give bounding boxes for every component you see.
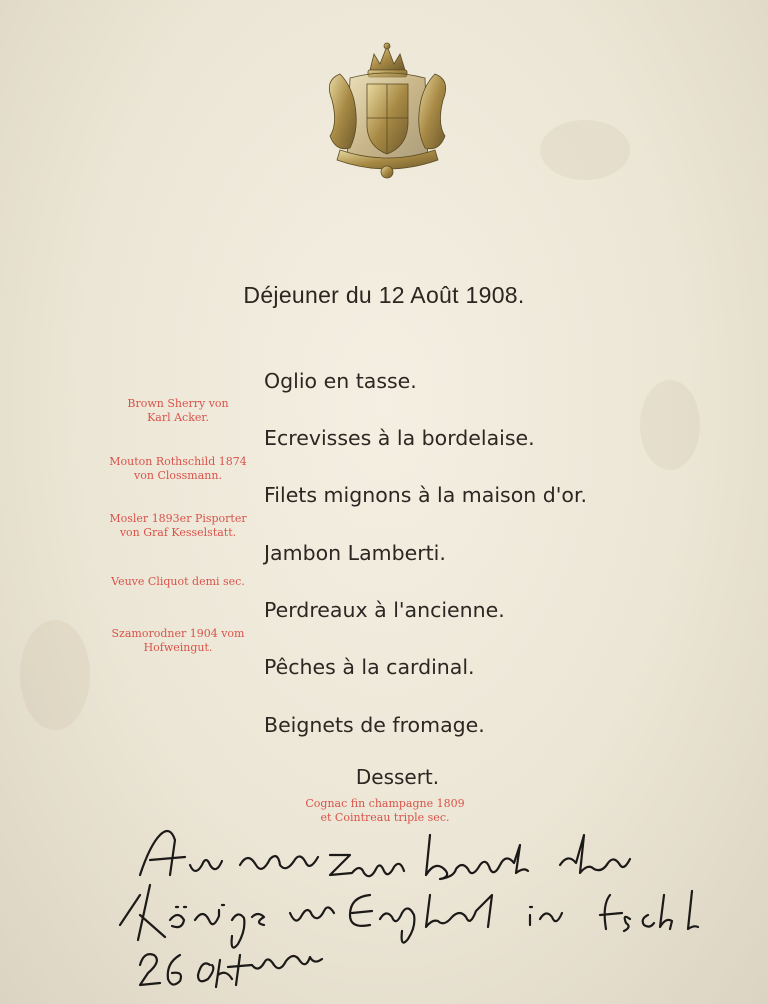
wine-pairing bbox=[68, 627, 288, 655]
wine-line: Brown Sherry von bbox=[127, 397, 229, 410]
course-item: Pêches à la cardinal. bbox=[264, 655, 475, 679]
course-item: Filets mignons à la maison d'or. bbox=[264, 483, 588, 507]
wine-line: Mouton Rothschild 1874 bbox=[109, 455, 247, 468]
menu-title: Déjeuner du 12 Août 1908. bbox=[243, 282, 525, 308]
paper-stain bbox=[640, 380, 700, 470]
wine-line: Karl Acker. bbox=[147, 411, 209, 424]
course-item: Jambon Lamberti. bbox=[264, 541, 446, 565]
course-item: Beignets de fromage. bbox=[264, 713, 485, 737]
wine-pairing bbox=[68, 575, 288, 589]
wine-line: von Graf Kesselstatt. bbox=[119, 526, 237, 539]
wine-line: von Clossmann. bbox=[134, 469, 222, 482]
course-item: Oglio en tasse. bbox=[264, 369, 417, 393]
course-item: Perdreaux à l'ancienne. bbox=[264, 598, 505, 622]
wine-pairing bbox=[68, 455, 288, 483]
wine-line: Mosler 1893er Pisporter bbox=[109, 512, 247, 525]
wine-pairing bbox=[68, 512, 288, 540]
wine-line: Szamorodner 1904 vom bbox=[111, 627, 245, 640]
wine-line: Hofweingut. bbox=[143, 641, 213, 654]
wine-line: Cognac fin champagne 1809 bbox=[305, 797, 465, 810]
royal-coat-of-arms-icon bbox=[310, 40, 465, 185]
wine-pairing bbox=[68, 397, 288, 425]
dessert-heading: Dessert. bbox=[355, 765, 440, 789]
wine-line: et Cointreau triple sec. bbox=[320, 811, 450, 824]
wine-line: Veuve Cliquot demi sec. bbox=[111, 575, 245, 588]
course-item: Ecrevisses à la bordelaise. bbox=[264, 426, 535, 450]
handwritten-note-signature bbox=[0, 815, 768, 1004]
paper-stain bbox=[540, 120, 630, 180]
